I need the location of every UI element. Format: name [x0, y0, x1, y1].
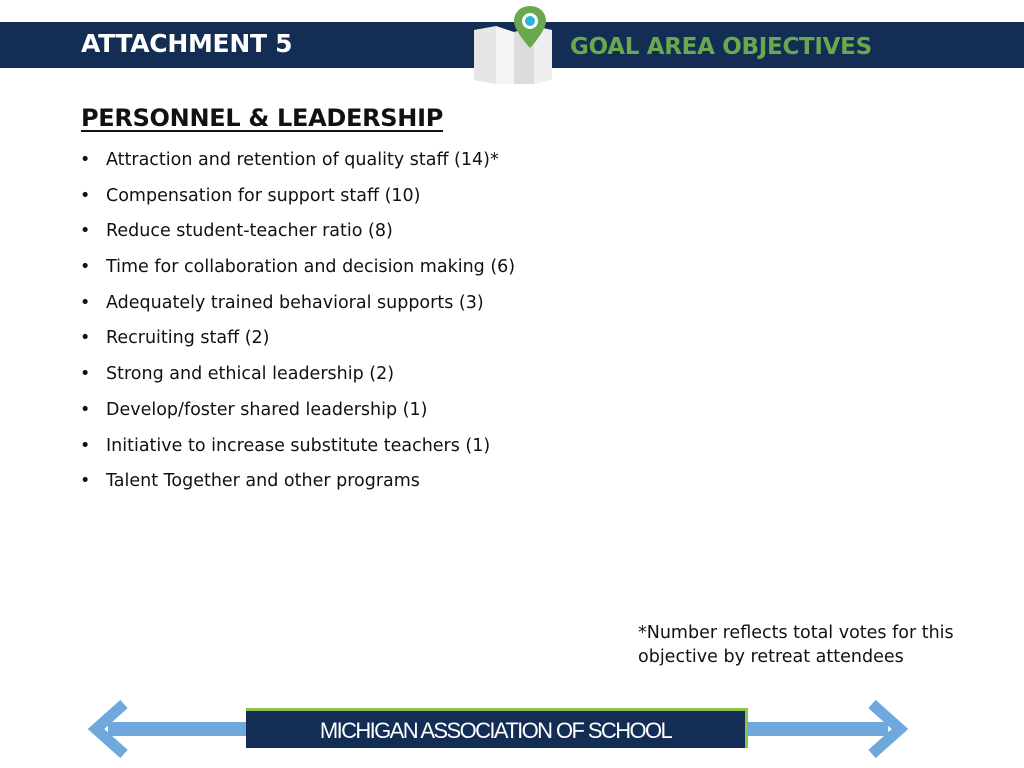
list-item-text: Strong and ethical leadership (2): [106, 364, 395, 385]
list-item-text: Talent Together and other programs: [106, 471, 420, 492]
list-item-text: Time for collaboration and decision making (6): [106, 257, 516, 278]
organization-name: MICHIGAN ASSOCIATION OF SCHOOL: [319, 718, 672, 743]
list-item-text: Develop/foster shared leadership (1): [106, 399, 428, 420]
section-title: PERSONNEL & LEADERSHIP: [81, 104, 444, 132]
list-item-text: Attraction and retention of quality staff (14)*: [106, 150, 499, 170]
bullet-icon: •: [80, 221, 91, 242]
list-item-text: Adequately trained behavioral supports (3): [106, 292, 484, 313]
bullet-icon: •: [80, 328, 91, 349]
list-item: [80, 291, 550, 315]
bullet-icon: •: [80, 399, 91, 420]
bullet-icon: •: [80, 364, 91, 385]
list-item-text: Reduce student-teacher ratio (8): [106, 221, 393, 242]
list-item: [80, 184, 550, 208]
bullet-icon: •: [80, 292, 91, 313]
bullet-icon: •: [80, 185, 91, 206]
bullet-icon: •: [80, 150, 91, 170]
map-pin-icon: [470, 4, 556, 84]
footer-banner: [246, 708, 748, 748]
objectives-list: [80, 148, 550, 505]
list-item: [80, 255, 550, 279]
list-item-text: Initiative to increase substitute teachers (1): [106, 435, 491, 456]
attachment-title: ATTACHMENT 5: [81, 29, 293, 58]
bullet-icon: •: [80, 435, 91, 456]
list-item: [80, 398, 550, 422]
list-item: [80, 148, 550, 172]
list-item: [80, 434, 550, 458]
footnote: *Number reflects total votes for this objective by retreat attendees: [638, 623, 954, 667]
list-item: [80, 362, 550, 386]
list-item-text: Recruiting staff (2): [106, 328, 270, 349]
bullet-icon: •: [80, 257, 91, 278]
list-item: [80, 326, 550, 350]
list-item: [80, 219, 550, 243]
bullet-icon: •: [80, 471, 91, 492]
goal-area-title: GOAL AREA OBJECTIVES: [570, 34, 872, 60]
list-item: [80, 469, 550, 493]
list-item-text: Compensation for support staff (10): [106, 185, 421, 206]
